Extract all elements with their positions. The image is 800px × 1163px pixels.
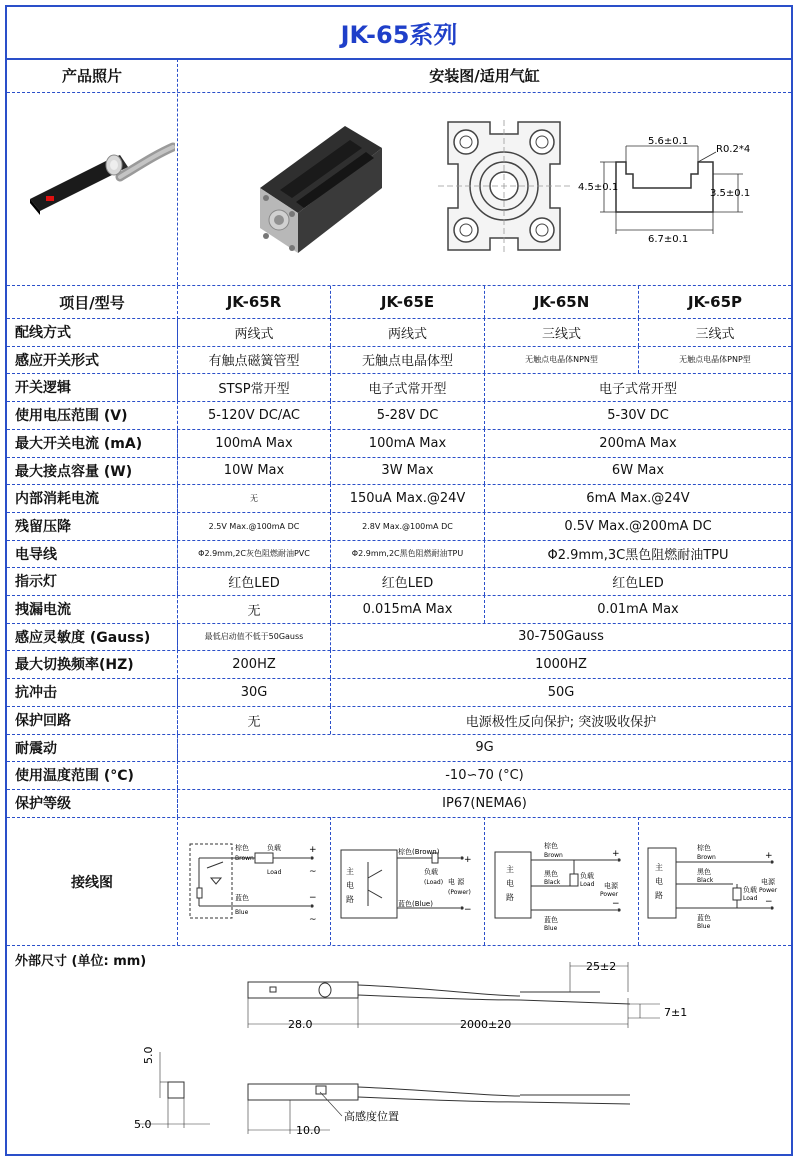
spec-value-r: 无 bbox=[250, 493, 258, 503]
spec-value-n: 无触点电晶体NPN型 bbox=[525, 355, 598, 364]
spec-value-r: 两线式 bbox=[234, 326, 274, 342]
power-label-en: (Power) bbox=[448, 889, 471, 896]
dim-groove-top: 5.6±0.1 bbox=[648, 136, 689, 147]
spec-value-enp: 30-750Gauss bbox=[518, 629, 604, 644]
wire-blue: 蓝色 bbox=[544, 916, 558, 924]
spec-value-np: 0.5V Max.@200mA DC bbox=[564, 518, 712, 534]
wire-blue: 蓝色(Blue) bbox=[398, 900, 433, 908]
dim-5-vertical: 5.0 bbox=[142, 1046, 155, 1064]
plus-sign: + bbox=[464, 855, 472, 865]
spec-label: 残留压降 bbox=[15, 519, 71, 535]
model-r: JK-65R bbox=[226, 293, 282, 311]
install-header: 安装图/适用气缸 bbox=[429, 67, 540, 85]
spec-value-e: 两线式 bbox=[387, 326, 427, 342]
spec-label: 最大开关电流 (mA) bbox=[15, 436, 143, 452]
load-label: 负载 bbox=[743, 886, 757, 894]
spec-value-np: 红色LED bbox=[612, 575, 664, 591]
power-label-en: Power bbox=[759, 887, 778, 894]
divider bbox=[177, 59, 178, 285]
spec-value-np: 6mA Max.@24V bbox=[586, 490, 690, 506]
spec-label: 感应开关形式 bbox=[15, 352, 99, 369]
power-label: 电源 bbox=[604, 882, 618, 890]
spec-label: 使用温度范围 (°C) bbox=[15, 768, 134, 784]
wire-black: 黑色 bbox=[697, 868, 711, 876]
dim-28: 28.0 bbox=[288, 1018, 313, 1031]
main-circuit-char: 主 bbox=[655, 863, 663, 872]
wire-brown-en: Brown bbox=[544, 852, 563, 859]
wire-brown-en: Brown bbox=[235, 855, 254, 862]
divider bbox=[484, 817, 485, 945]
spec-label: 配线方式 bbox=[15, 325, 71, 341]
wiring-label: 接线图 bbox=[71, 875, 113, 891]
load-label-en: Load bbox=[267, 869, 282, 876]
spec-value-e: 电子式常开型 bbox=[368, 381, 447, 397]
spec-value-e: 红色LED bbox=[381, 575, 434, 591]
wiring-diagram-e bbox=[338, 838, 478, 928]
spec-value-p: 无触点电晶体PNP型 bbox=[679, 355, 751, 364]
ac-sign: ~ bbox=[309, 867, 317, 877]
divider bbox=[7, 92, 791, 93]
spec-value-r: 10W Max bbox=[223, 463, 285, 478]
spec-label: 使用电压范围 (V) bbox=[15, 408, 128, 424]
wire-brown: 棕色 bbox=[544, 842, 558, 850]
main-circuit-char: 电 bbox=[506, 879, 514, 888]
minus-sign: − bbox=[765, 897, 773, 907]
plus-sign: + bbox=[765, 851, 773, 861]
wire-black-en: Black bbox=[697, 877, 714, 884]
wire-brown-en: Brown bbox=[697, 854, 716, 861]
spec-label: 内部消耗电流 bbox=[15, 491, 99, 507]
model-p: JK-65P bbox=[688, 293, 742, 311]
divider bbox=[638, 817, 639, 945]
spec-label: 最大接点容量 (W) bbox=[15, 463, 133, 480]
divider bbox=[330, 817, 331, 945]
spec-value-np: 0.01mA Max bbox=[597, 601, 679, 617]
dim-5-horizontal: 5.0 bbox=[134, 1118, 152, 1131]
wire-blue: 蓝色 bbox=[697, 914, 711, 922]
spec-value-all: 9G bbox=[475, 740, 494, 755]
power-label: 电 源 bbox=[448, 878, 465, 886]
spec-value-r: 200HZ bbox=[232, 656, 276, 672]
divider bbox=[177, 817, 178, 945]
minus-sign: − bbox=[464, 905, 472, 915]
spec-value-r: 最低启动值不低于50Gauss bbox=[204, 632, 304, 641]
wire-brown: 棕色 bbox=[235, 844, 249, 852]
spec-label: 抗冲击 bbox=[15, 685, 57, 701]
dim-height-left: 4.5±0.1 bbox=[578, 182, 619, 193]
main-circuit-char: 电 bbox=[655, 877, 663, 886]
spec-label: 指示灯 bbox=[15, 574, 57, 590]
groove-dimension-drawing bbox=[578, 132, 783, 244]
wire-blue: 蓝色 bbox=[235, 894, 249, 902]
model-n: JK-65N bbox=[533, 293, 590, 311]
plus-sign: + bbox=[612, 849, 620, 859]
dim-2000: 2000±20 bbox=[460, 1018, 512, 1031]
spec-value-e: 150uA Max.@24V bbox=[349, 490, 466, 506]
cylinder-image bbox=[250, 118, 385, 258]
cylinder-front-view bbox=[438, 120, 570, 252]
dim-10: 10.0 bbox=[296, 1124, 321, 1137]
main-circuit-char: 路 bbox=[655, 891, 663, 900]
spec-value-n: 三线式 bbox=[541, 326, 581, 342]
photo-header: 产品照片 bbox=[61, 67, 122, 85]
spec-label: 保护回路 bbox=[15, 713, 71, 729]
load-label: 负载 bbox=[580, 872, 594, 880]
spec-value-e: 无触点电晶体型 bbox=[361, 354, 453, 369]
spec-label: 开关逻辑 bbox=[15, 380, 71, 396]
model-label: 项目/型号 bbox=[59, 293, 125, 312]
spec-label: 最大切换频率(HZ) bbox=[15, 657, 134, 673]
wire-brown: 棕色 bbox=[697, 844, 711, 852]
minus-sign: − bbox=[309, 893, 317, 903]
spec-value-np: 5-30V DC bbox=[607, 407, 669, 423]
page-title: JK-65系列 bbox=[340, 20, 458, 49]
load-label-en: (Load) bbox=[424, 879, 444, 886]
power-label-en: Power bbox=[600, 891, 619, 898]
load-label-en: Load bbox=[743, 895, 758, 902]
spec-value-np: 电子式常开型 bbox=[598, 381, 677, 397]
load-label: 负载 bbox=[267, 844, 281, 852]
plus-sign: + bbox=[309, 845, 317, 855]
wiring-diagram-r bbox=[185, 838, 325, 928]
spec-value-r: 30G bbox=[240, 684, 268, 700]
wire-brown: 棕色(Brown) bbox=[398, 848, 440, 856]
main-circuit-char: 电 bbox=[346, 881, 354, 890]
spec-value-np: 200mA Max bbox=[599, 435, 677, 451]
spec-value-e: 2.8V Max.@100mA DC bbox=[362, 521, 453, 531]
main-circuit-char: 路 bbox=[506, 893, 514, 902]
spec-value-e: 5-28V DC bbox=[376, 407, 439, 423]
spec-value-e: Φ2.9mm,2C黑色阻燃耐油TPU bbox=[351, 549, 464, 558]
dim-groove-bottom: 6.7±0.1 bbox=[648, 234, 689, 244]
load-label: 负载 bbox=[424, 868, 438, 876]
main-circuit-char: 路 bbox=[346, 895, 354, 904]
spec-value-enp: 1000HZ bbox=[535, 656, 587, 672]
spec-value-e: 0.015mA Max bbox=[362, 601, 453, 617]
spec-value-r: 2.5V Max.@100mA DC bbox=[208, 521, 300, 531]
spec-value-r: STSP常开型 bbox=[218, 381, 290, 397]
spec-value-r: 无 bbox=[247, 603, 261, 619]
sense-position-label: 高感度位置 bbox=[344, 1110, 399, 1123]
spec-label: 保护等级 bbox=[15, 796, 71, 812]
dim-7: 7±1 bbox=[664, 1006, 688, 1019]
model-e: JK-65E bbox=[380, 293, 435, 311]
wire-blue-en: Blue bbox=[544, 925, 558, 932]
spec-value-r: 红色LED bbox=[228, 575, 280, 591]
sensor-photo bbox=[10, 95, 175, 283]
main-circuit-char: 主 bbox=[506, 865, 514, 874]
wire-blue-en: Blue bbox=[235, 909, 249, 916]
wiring-diagram-n bbox=[492, 838, 632, 934]
spec-value-e: 3W Max bbox=[381, 463, 434, 478]
spec-value-r: 无 bbox=[247, 714, 261, 730]
spec-label: 感应灵敏度 (Gauss) bbox=[15, 629, 151, 646]
power-label: 电源 bbox=[761, 878, 775, 886]
spec-label: 电导线 bbox=[15, 546, 57, 563]
wiring-diagram-p bbox=[645, 838, 785, 934]
spec-label: 拽漏电流 bbox=[15, 602, 71, 618]
outline-label: 外部尺寸 (单位: mm) bbox=[15, 953, 147, 969]
spec-value-all: -10∽70 (°C) bbox=[445, 767, 524, 783]
spec-value-p: 三线式 bbox=[695, 326, 735, 342]
wire-blue-en: Blue bbox=[697, 923, 711, 930]
spec-value-all: IP67(NEMA6) bbox=[442, 795, 527, 811]
spec-value-np: Φ2.9mm,3C黑色阻燃耐油TPU bbox=[547, 548, 729, 563]
spec-value-enp: 50G bbox=[547, 684, 575, 700]
spec-value-r: 5-120V DC/AC bbox=[207, 407, 300, 423]
spec-label: 耐震动 bbox=[15, 740, 57, 757]
spec-value-r: 100mA Max bbox=[215, 435, 293, 451]
spec-value-e: 100mA Max bbox=[368, 435, 447, 451]
spec-value-r: 有触点磁簧管型 bbox=[208, 354, 300, 369]
outline-drawing bbox=[130, 952, 690, 1152]
dim-height-right: 3.5±0.1 bbox=[710, 188, 751, 199]
main-circuit-char: 主 bbox=[346, 867, 354, 876]
led-indicator bbox=[46, 196, 54, 201]
wire-black-en: Black bbox=[544, 879, 561, 886]
ac-sign: ~ bbox=[309, 915, 317, 925]
wire-black: 黑色 bbox=[544, 870, 558, 878]
dim-25: 25±2 bbox=[586, 960, 617, 973]
spec-value-r: Φ2.9mm,2C灰色阻燃耐油PVC bbox=[198, 549, 310, 558]
spec-value-np: 6W Max bbox=[611, 463, 665, 478]
load-label-en: Load bbox=[580, 881, 595, 888]
dim-radius: R0.2*4 bbox=[716, 144, 751, 155]
spec-value-enp: 电源极性反向保护; 突波吸收保护 bbox=[465, 714, 657, 730]
minus-sign: − bbox=[612, 899, 620, 909]
